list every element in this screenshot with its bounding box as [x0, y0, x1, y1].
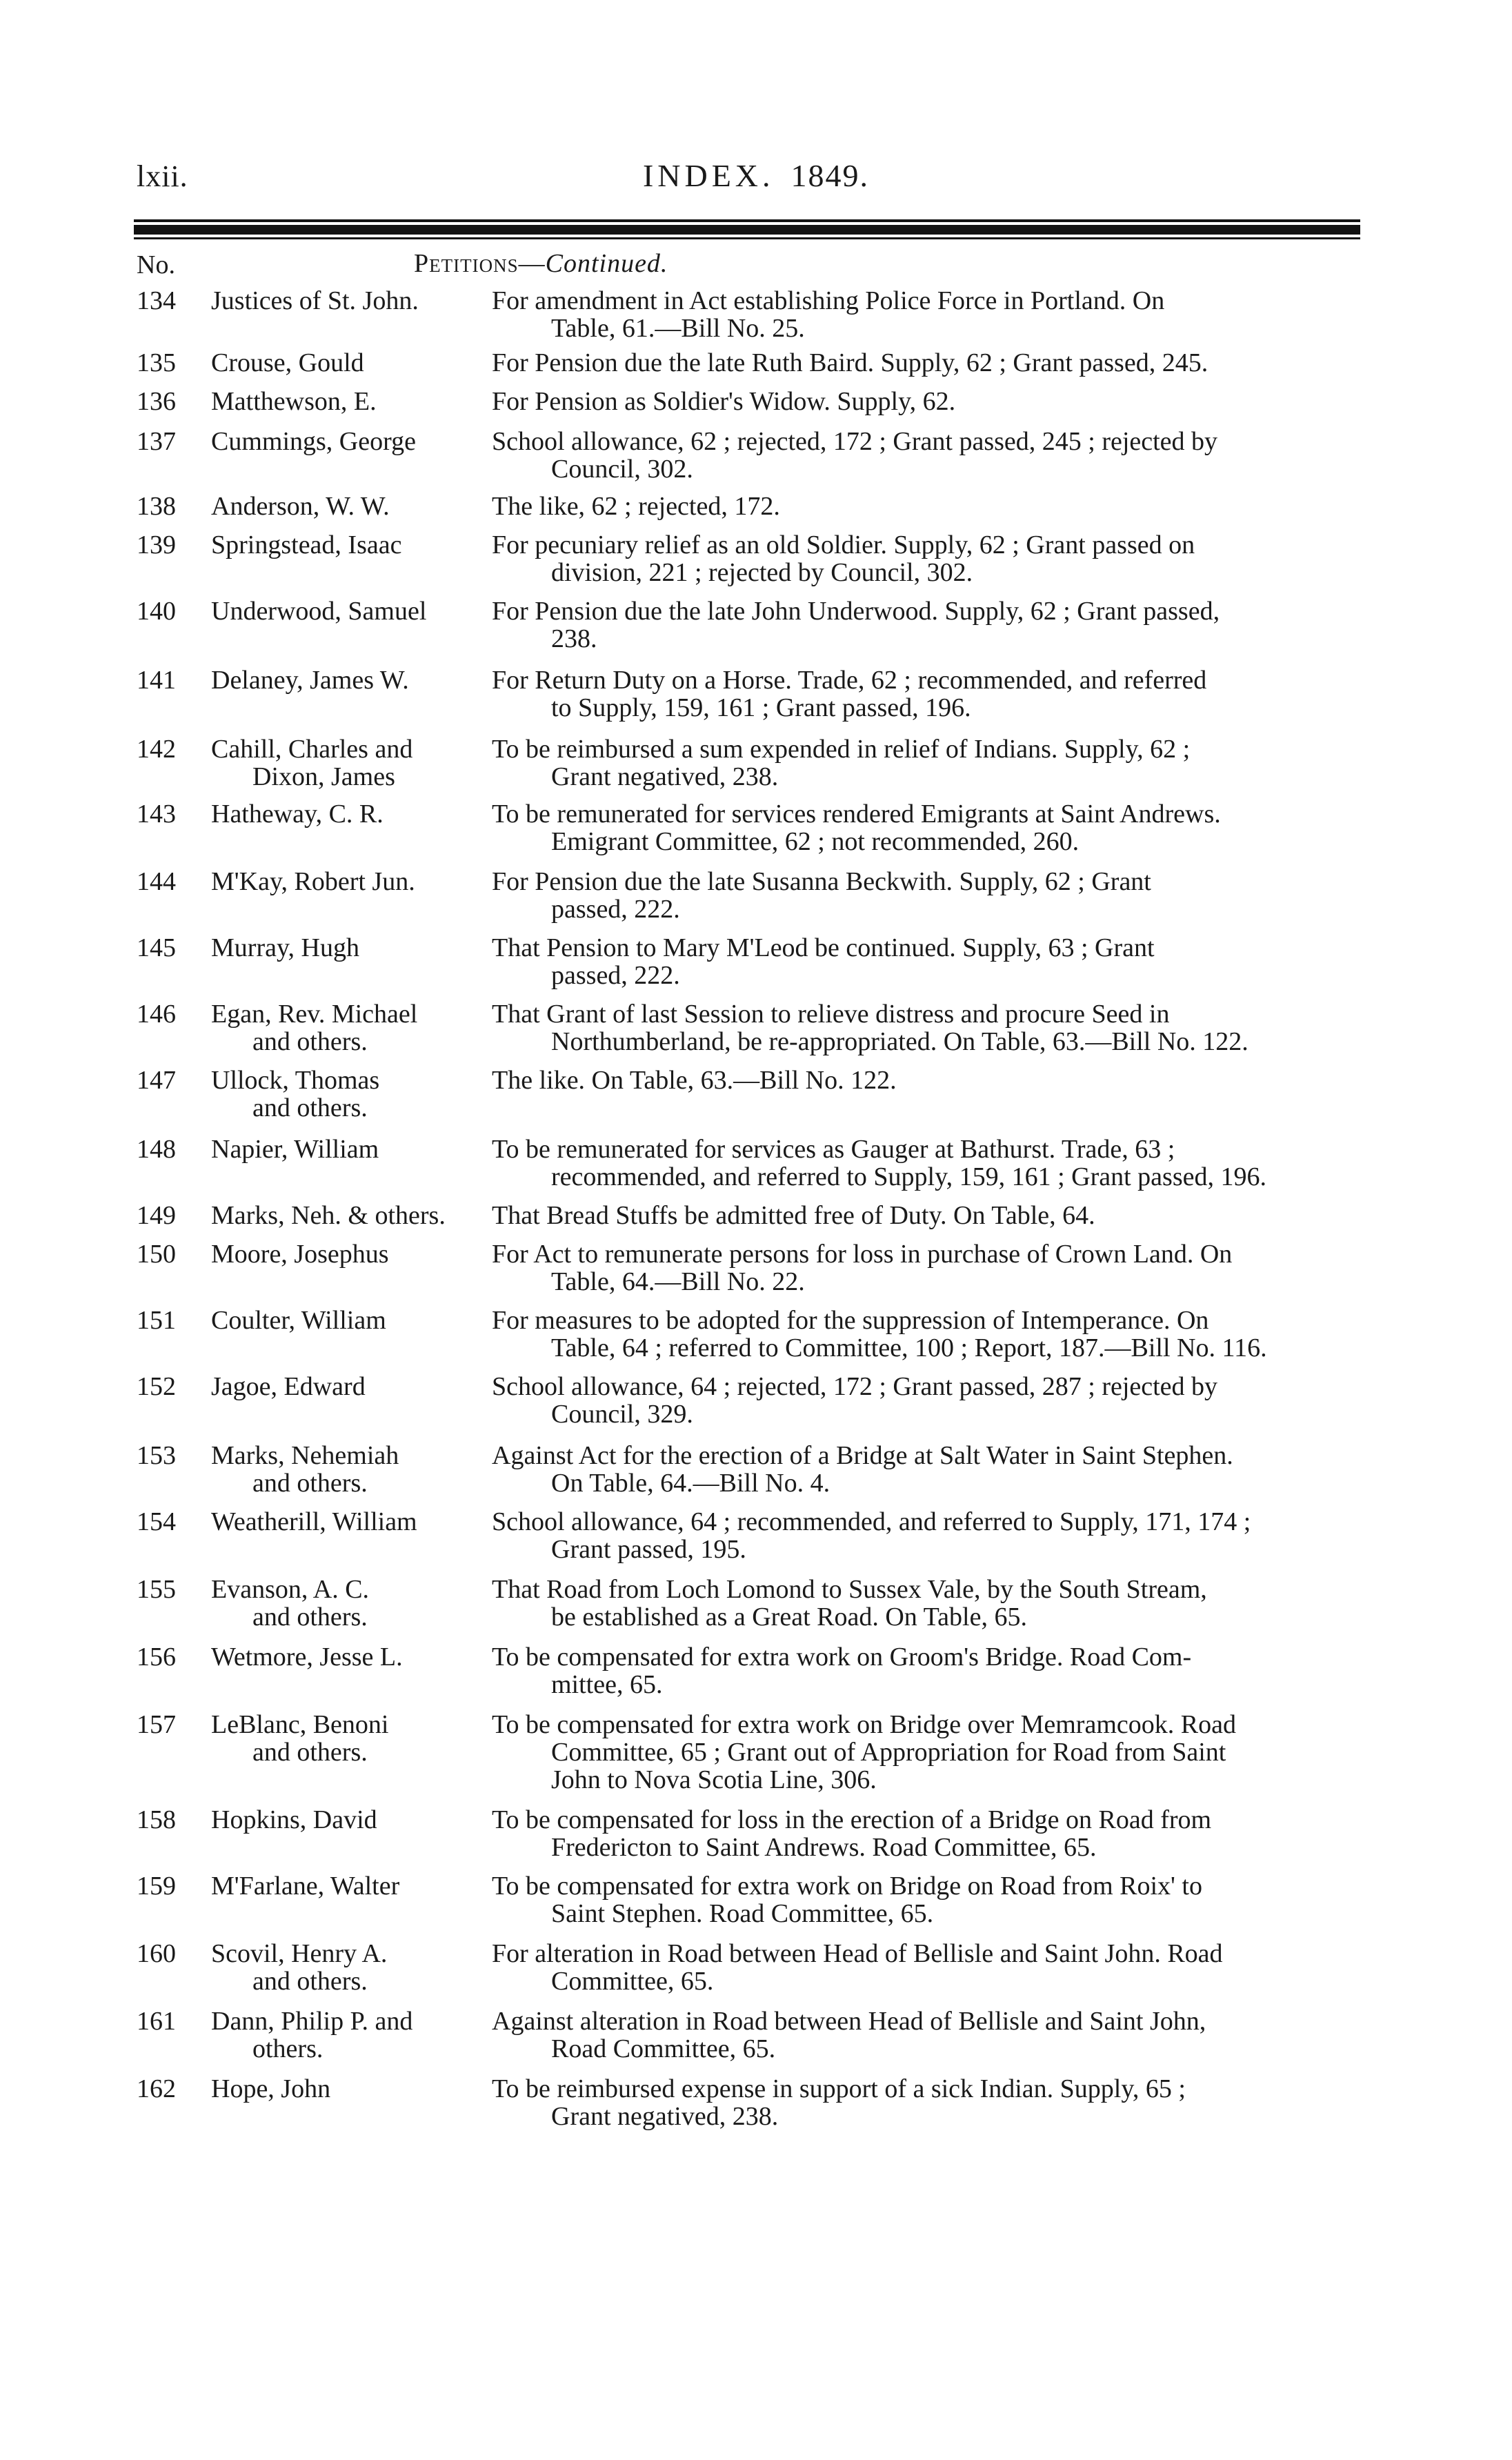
section-continued: Continued.: [545, 249, 668, 278]
petition-description: [492, 1307, 1371, 1362]
petition-description: [492, 428, 1371, 483]
petition-number: 145: [137, 933, 176, 962]
petitioner-name: [211, 2075, 492, 2130]
petitioner-name-line: Evanson, A. C.: [211, 1575, 370, 1604]
petition-entry: [137, 1000, 1371, 1055]
petitioner-name-line: Cummings, George: [211, 427, 416, 456]
petition-entry: [137, 1940, 1371, 1995]
description-line: To be compensated for extra work on Bridge on Road from Roix' to: [492, 1872, 1202, 1901]
description-line: That Road from Loch Lomond to Sussex Vale, by the South Stream,: [492, 1575, 1207, 1604]
petition-number: 161: [137, 2007, 176, 2036]
petition-number: 158: [137, 1805, 176, 1834]
petitioner-name: [211, 735, 492, 791]
petition-description: [492, 1872, 1371, 1927]
petition-number: 135: [137, 348, 176, 377]
description-continuation: 238.: [551, 624, 597, 653]
petitioner-name-line: LeBlanc, Benoni: [211, 1710, 389, 1739]
petition-description: [492, 666, 1371, 722]
description-line: To be compensated for extra work on Groom's Bridge. Road Com-: [492, 1643, 1192, 1672]
petition-description: [492, 388, 1371, 415]
description-continuation: mittee, 65.: [551, 1670, 663, 1699]
petition-description: [492, 868, 1371, 923]
description-continuation: Grant negatived, 238.: [551, 2102, 779, 2131]
petitioner-name-continuation: and others.: [252, 1738, 368, 1767]
petition-entry: [137, 1202, 1371, 1229]
description-continuation: Saint Stephen. Road Committee, 65.: [551, 1899, 934, 1928]
petitioner-name: [211, 1135, 492, 1191]
petitioner-name-line: Wetmore, Jesse L.: [211, 1643, 403, 1672]
description-continuation: John to Nova Scotia Line, 306.: [551, 1765, 877, 1794]
petition-number: 146: [137, 1000, 176, 1029]
petition-entry: [137, 1135, 1371, 1191]
petition-number: 154: [137, 1507, 176, 1536]
petition-description: [492, 349, 1371, 377]
petitioner-name: [211, 493, 492, 520]
petitioner-name: [211, 800, 492, 855]
petitioner-name-continuation: and others.: [252, 1603, 368, 1631]
petition-description: [492, 1711, 1371, 1794]
petitioner-name-line: Anderson, W. W.: [211, 492, 390, 521]
description-continuation: recommended, and referred to Supply, 159, 161 ; Grant passed, 196.: [551, 1162, 1266, 1191]
petition-number: 156: [137, 1643, 176, 1672]
petitioner-name: [211, 1576, 492, 1631]
description-continuation: Council, 302.: [551, 455, 693, 484]
petitioner-name: [211, 388, 492, 415]
petition-number: 160: [137, 1939, 176, 1968]
petitioner-name-continuation: others.: [252, 2034, 324, 2063]
description-continuation: Table, 64 ; referred to Committee, 100 ; Report, 187.—Bill No. 116.: [551, 1333, 1267, 1362]
petition-description: [492, 1373, 1371, 1428]
petition-description: [492, 287, 1371, 342]
petition-entry: [137, 934, 1371, 989]
description-continuation: Northumberland, be re-appropriated. On Table, 63.—Bill No. 122.: [551, 1027, 1249, 1056]
description-continuation: Grant passed, 195.: [551, 1535, 746, 1564]
petitioner-name: [211, 1940, 492, 1995]
petitioner-name: [211, 934, 492, 989]
section-heading: [414, 248, 668, 279]
petition-description: [492, 1000, 1371, 1055]
petition-entry: [137, 2007, 1371, 2063]
petition-entry: [137, 1508, 1371, 1563]
petition-number: 139: [137, 530, 176, 559]
description-continuation: Grant negatived, 238.: [551, 762, 779, 791]
petitioner-name-line: M'Farlane, Walter: [211, 1872, 400, 1901]
petition-number: 153: [137, 1441, 176, 1470]
section-title: Petitions—: [414, 249, 546, 278]
description-continuation: passed, 222.: [551, 895, 680, 924]
petition-description: [492, 1576, 1371, 1631]
petition-number: 141: [137, 666, 176, 695]
petitioner-name: [211, 1373, 492, 1428]
description-line: For Pension due the late Ruth Baird. Supply, 62 ; Grant passed, 245.: [492, 348, 1208, 377]
petition-entry: [137, 868, 1371, 923]
petition-entry: [137, 1067, 1371, 1122]
petition-description: [492, 597, 1371, 653]
description-line: For Act to remunerate persons for loss in purchase of Crown Land. On: [492, 1240, 1233, 1269]
petitioner-name-line: Springstead, Isaac: [211, 530, 402, 559]
petition-number: 142: [137, 735, 176, 764]
description-line: To be compensated for loss in the erection of a Bridge on Road from: [492, 1805, 1212, 1834]
petition-entry: [137, 666, 1371, 722]
description-line: The like. On Table, 63.—Bill No. 122.: [492, 1066, 897, 1095]
description-line: School allowance, 64 ; rejected, 172 ; Grant passed, 287 ; rejected by: [492, 1372, 1218, 1401]
index-year: 1849.: [790, 158, 870, 193]
petition-entry: [137, 349, 1371, 377]
petition-description: [492, 800, 1371, 855]
petitioner-name: [211, 1508, 492, 1563]
petitioner-name-line: Cahill, Charles and: [211, 735, 413, 764]
description-line: Against Act for the erection of a Bridge at Salt Water in Saint Stephen.: [492, 1441, 1233, 1470]
petitioner-name-line: M'Kay, Robert Jun.: [211, 867, 415, 896]
petitioner-name-line: Weatherill, William: [211, 1507, 417, 1536]
petition-entry: [137, 1576, 1371, 1631]
description-continuation: Road Committee, 65.: [551, 2034, 776, 2063]
petition-entry: [137, 800, 1371, 855]
petitioner-name-line: Coulter, William: [211, 1306, 386, 1335]
petition-description: [492, 934, 1371, 989]
petition-number: 140: [137, 597, 176, 626]
petition-entry: [137, 1872, 1371, 1927]
petition-number: 136: [137, 387, 176, 416]
description-line: For alteration in Road between Head of Bellisle and Saint John. Road: [492, 1939, 1223, 1968]
petition-number: 138: [137, 492, 176, 521]
petition-entry: [137, 1240, 1371, 1296]
description-continuation: Committee, 65 ; Grant out of Appropriation for Road from Saint: [551, 1738, 1226, 1767]
description-line: That Bread Stuffs be admitted free of Duty. On Table, 64.: [492, 1201, 1095, 1230]
petition-description: [492, 1135, 1371, 1191]
description-continuation: passed, 222.: [551, 961, 680, 990]
petition-entry: [137, 1307, 1371, 1362]
header-rule-thin-bottom: [134, 237, 1360, 239]
petition-description: [492, 735, 1371, 791]
petition-entry: [137, 2075, 1371, 2130]
petition-description: [492, 1806, 1371, 1861]
petitioner-name: [211, 1442, 492, 1497]
description-line: For Pension as Soldier's Widow. Supply, 62.: [492, 387, 956, 416]
description-line: For Pension due the late Susanna Beckwith. Supply, 62 ; Grant: [492, 867, 1151, 896]
description-line: To be remunerated for services as Gauger at Bathurst. Trade, 63 ;: [492, 1135, 1175, 1164]
petitioner-name-line: Murray, Hugh: [211, 933, 359, 962]
petition-description: [492, 1202, 1371, 1229]
petitioner-name: [211, 287, 492, 342]
petition-number: 137: [137, 427, 176, 456]
petitioner-name-line: Underwood, Samuel: [211, 597, 427, 626]
description-continuation: Table, 64.—Bill No. 22.: [551, 1267, 805, 1296]
description-continuation: Council, 329.: [551, 1400, 693, 1429]
description-continuation: to Supply, 159, 161 ; Grant passed, 196.: [551, 693, 971, 722]
petitioner-name-line: Napier, William: [211, 1135, 379, 1164]
petitioner-name-line: Justices of St. John.: [211, 286, 419, 315]
petitioner-name-line: Jagoe, Edward: [211, 1372, 366, 1401]
description-line: Against alteration in Road between Head of Bellisle and Saint John,: [492, 2007, 1206, 2036]
description-line: That Pension to Mary M'Leod be continued. Supply, 63 ; Grant: [492, 933, 1155, 962]
petition-number: 148: [137, 1135, 176, 1164]
header-rule-thick: [134, 225, 1360, 235]
petitioner-name-line: Marks, Neh. & others.: [211, 1201, 446, 1230]
description-continuation: division, 221 ; rejected by Council, 302.: [551, 558, 973, 587]
petitioner-name: [211, 531, 492, 586]
petitioner-name-continuation: Dixon, James: [252, 762, 395, 791]
petition-number: 143: [137, 800, 176, 829]
running-title: [0, 157, 1512, 194]
petition-entry: [137, 1711, 1371, 1794]
petitioner-name-continuation: and others.: [252, 1093, 368, 1122]
petition-number: 162: [137, 2074, 176, 2103]
description-line: For Return Duty on a Horse. Trade, 62 ; recommended, and referred: [492, 666, 1207, 695]
petitioner-name: [211, 349, 492, 377]
description-line: To be reimbursed expense in support of a sick Indian. Supply, 65 ;: [492, 2074, 1186, 2103]
description-line: School allowance, 62 ; rejected, 172 ; Grant passed, 245 ; rejected by: [492, 427, 1218, 456]
petition-description: [492, 1442, 1371, 1497]
petition-entry: [137, 1806, 1371, 1861]
petition-entry: [137, 493, 1371, 520]
petition-entry: [137, 597, 1371, 653]
petitioner-name: [211, 666, 492, 722]
petitioner-name: [211, 1307, 492, 1362]
petitioner-name-line: Ullock, Thomas: [211, 1066, 380, 1095]
description-continuation: On Table, 64.—Bill No. 4.: [551, 1469, 830, 1498]
description-line: For measures to be adopted for the suppression of Intemperance. On: [492, 1306, 1209, 1335]
petitioner-name-line: Hope, John: [211, 2074, 331, 2103]
petition-description: [492, 1508, 1371, 1563]
petitioner-name-continuation: and others.: [252, 1469, 368, 1498]
petitioner-name-line: Hopkins, David: [211, 1805, 377, 1834]
petition-description: [492, 531, 1371, 586]
petitioner-name: [211, 868, 492, 923]
description-line: The like, 62 ; rejected, 172.: [492, 492, 780, 521]
petition-description: [492, 2007, 1371, 2063]
description-line: For Pension due the late John Underwood. Supply, 62 ; Grant passed,: [492, 597, 1220, 626]
petition-number: 149: [137, 1201, 176, 1230]
petition-entry: [137, 735, 1371, 791]
petition-description: [492, 1240, 1371, 1296]
petition-number: 151: [137, 1306, 176, 1335]
petitioner-name-line: Scovil, Henry A.: [211, 1939, 388, 1968]
petitioner-name-line: Marks, Nehemiah: [211, 1441, 399, 1470]
description-line: For amendment in Act establishing Police Force in Portland. On: [492, 286, 1165, 315]
petition-description: [492, 2075, 1371, 2130]
petition-description: [492, 1940, 1371, 1995]
petition-entry: [137, 388, 1371, 415]
petitioner-name-line: Dann, Philip P. and: [211, 2007, 413, 2036]
page-number: lxii.: [137, 159, 188, 193]
petitioner-name-line: Delaney, James W.: [211, 666, 409, 695]
petition-entry: [137, 1373, 1371, 1428]
petition-number: 144: [137, 867, 176, 896]
petitioner-name: [211, 1240, 492, 1296]
petitioner-name: [211, 1806, 492, 1861]
petition-entry: [137, 1442, 1371, 1497]
petitioner-name: [211, 1067, 492, 1122]
petitioner-name-line: Matthewson, E.: [211, 387, 377, 416]
petition-number: 152: [137, 1372, 176, 1401]
description-continuation: Table, 61.—Bill No. 25.: [551, 314, 805, 343]
header-rule-thin-top: [134, 219, 1360, 222]
petitioner-name: [211, 1872, 492, 1927]
petitioner-name-continuation: and others.: [252, 1027, 368, 1056]
petitioner-name: [211, 1643, 492, 1698]
petition-description: [492, 1067, 1371, 1122]
petitioner-name: [211, 428, 492, 483]
petitioner-name: [211, 1711, 492, 1794]
description-continuation: be established as a Great Road. On Table, 65.: [551, 1603, 1027, 1631]
description-line: To be remunerated for services rendered Emigrants at Saint Andrews.: [492, 800, 1221, 829]
description-continuation: Fredericton to Saint Andrews. Road Committee, 65.: [551, 1833, 1097, 1862]
petition-description: [492, 493, 1371, 520]
petitioner-name-line: Egan, Rev. Michael: [211, 1000, 418, 1029]
petition-entries: [137, 287, 1371, 2141]
description-line: That Grant of last Session to relieve distress and procure Seed in: [492, 1000, 1170, 1029]
petition-description: [492, 1643, 1371, 1698]
number-column-heading: No.: [137, 250, 175, 279]
petition-entry: [137, 531, 1371, 586]
petition-number: 150: [137, 1240, 176, 1269]
petitioner-name: [211, 1202, 492, 1229]
petition-number: 159: [137, 1872, 176, 1901]
description-line: For pecuniary relief as an old Soldier. Supply, 62 ; Grant passed on: [492, 530, 1195, 559]
description-continuation: Emigrant Committee, 62 ; not recommended, 260.: [551, 827, 1080, 856]
petitioner-name: [211, 597, 492, 653]
petition-entry: [137, 428, 1371, 483]
petitioner-name-line: Crouse, Gould: [211, 348, 364, 377]
petitioner-name: [211, 2007, 492, 2063]
petitioner-name: [211, 1000, 492, 1055]
index-title: INDEX.: [642, 158, 775, 193]
description-line: School allowance, 64 ; recommended, and referred to Supply, 171, 174 ;: [492, 1507, 1251, 1536]
description-continuation: Committee, 65.: [551, 1967, 714, 1996]
description-line: To be compensated for extra work on Bridge over Memramcook. Road: [492, 1710, 1236, 1739]
petitioner-name-line: Moore, Josephus: [211, 1240, 389, 1269]
petition-number: 147: [137, 1066, 176, 1095]
petition-number: 157: [137, 1710, 176, 1739]
petitioner-name-continuation: and others.: [252, 1967, 368, 1996]
petition-entry: [137, 287, 1371, 342]
petitioner-name-line: Hatheway, C. R.: [211, 800, 384, 829]
petition-number: 155: [137, 1575, 176, 1604]
description-line: To be reimbursed a sum expended in relief of Indians. Supply, 62 ;: [492, 735, 1191, 764]
petition-entry: [137, 1643, 1371, 1698]
petition-number: 134: [137, 286, 176, 315]
